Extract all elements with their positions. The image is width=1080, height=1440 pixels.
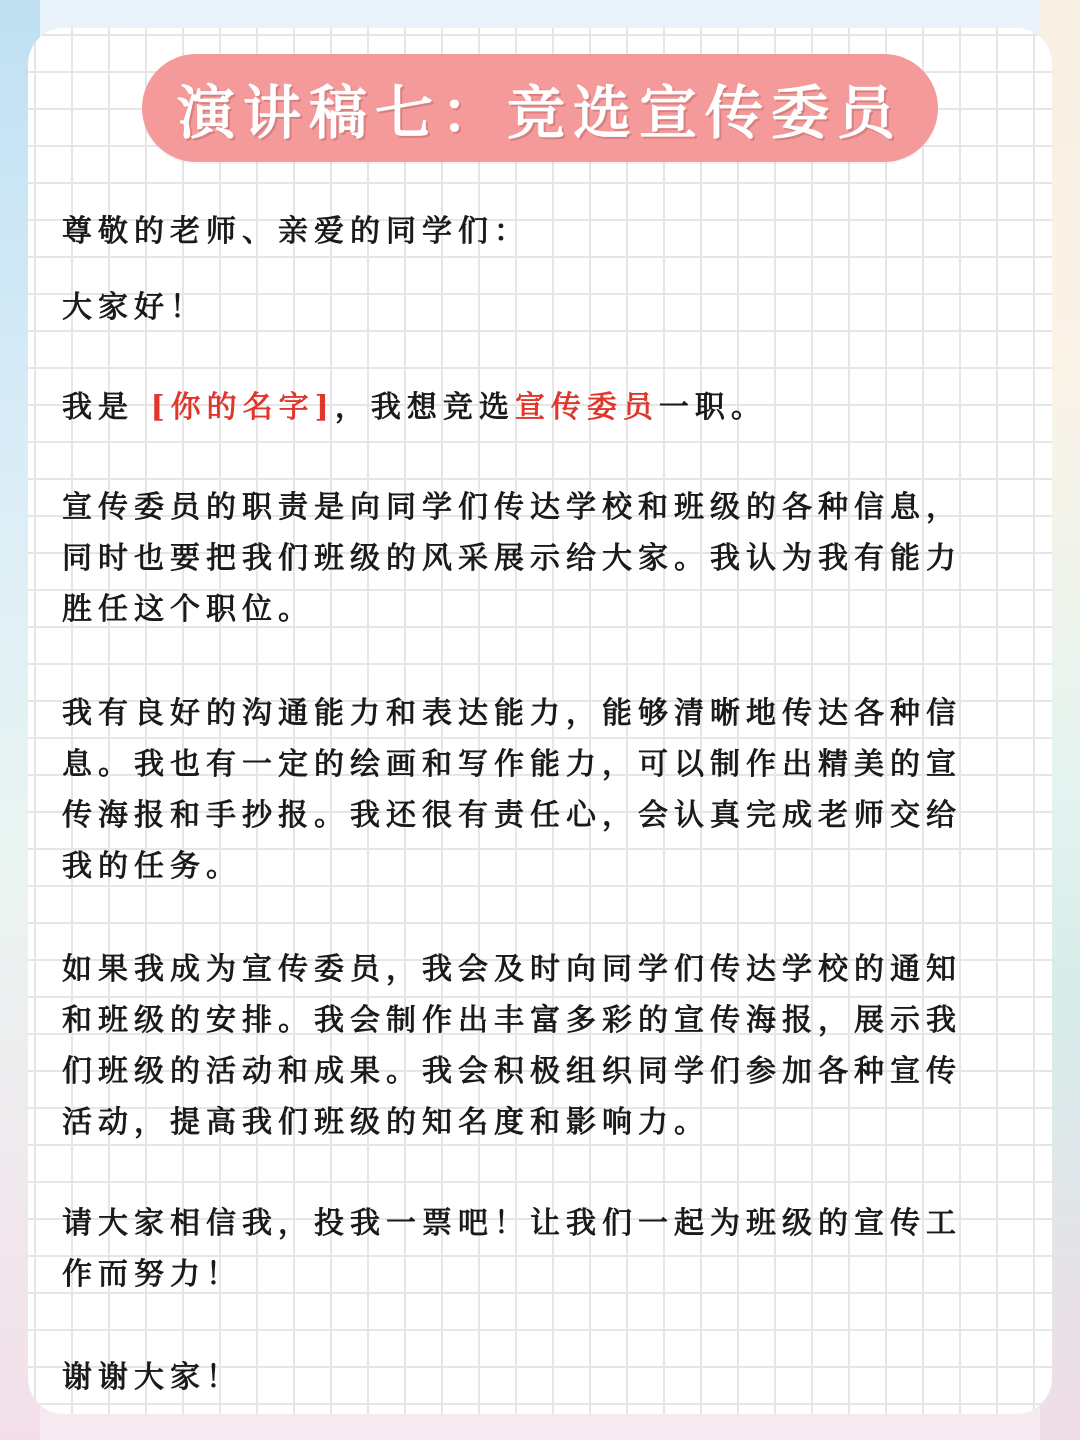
closing: 谢谢大家！ xyxy=(62,1360,242,1395)
grid-paper xyxy=(28,28,1052,1414)
position-highlight: 宣传委员 xyxy=(514,390,659,425)
greeting: 大家好！ xyxy=(62,290,206,325)
paragraph-duties: 宣传委员的职责是向同学们传达学校和班级的各种信息，同时也要把我们班级的风采展示给大家。我认为我有能力胜任这个职位。 xyxy=(62,490,962,627)
intro-after: 一职。 xyxy=(658,390,767,425)
paragraph-plans: 如果我成为宣传委员，我会及时向同学们传达学校的通知和班级的安排。我会制作出丰富多彩的宣传海报，展示我们班级的活动和成果。我会积极组织同学们参加各种宣传活动，提高我们班级的知名度和影响力。 xyxy=(62,952,962,1140)
intro-middle: ，我想竞选 xyxy=(334,390,515,425)
page-title: 演讲稿七：竞选宣传委员 xyxy=(176,79,903,147)
title-banner xyxy=(142,54,938,162)
intro-before: 我是 xyxy=(62,390,151,425)
paragraph-appeal: 请大家相信我，投我一票吧！让我们一起为班级的宣传工作而努力！ xyxy=(62,1206,962,1292)
name-placeholder: [你的名字] xyxy=(150,390,335,425)
salutation: 尊敬的老师、亲爱的同学们： xyxy=(62,214,530,249)
paragraph-abilities: 我有良好的沟通能力和表达能力，能够清晰地传达各种信息。我也有一定的绘画和写作能力，可以制作出精美的宣传海报和手抄报。我还很有责任心，会认真完成老师交给我的任务。 xyxy=(62,696,962,884)
intro-paragraph xyxy=(62,382,992,433)
